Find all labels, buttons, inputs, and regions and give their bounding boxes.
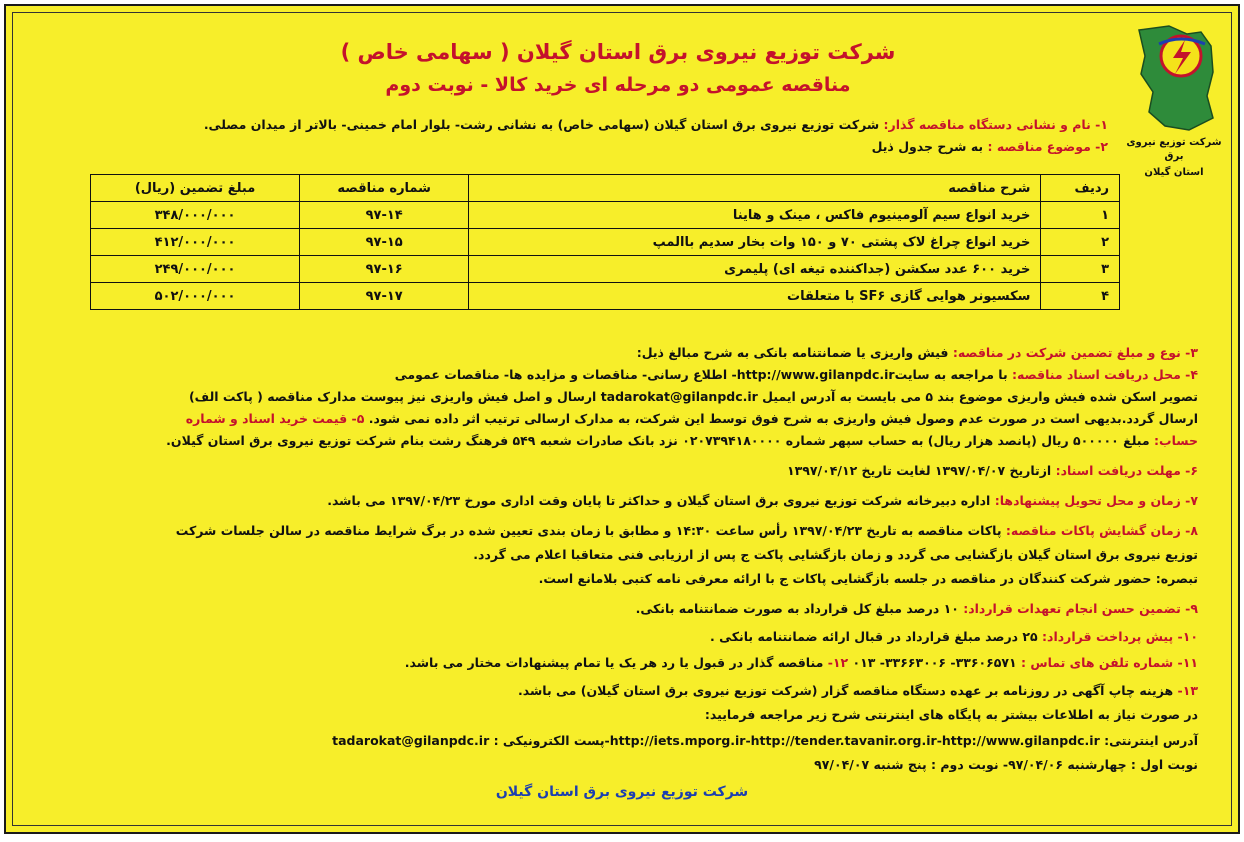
section-4-line3 [186, 410, 1198, 428]
section-3 [637, 344, 1198, 362]
section-9-label: ۹- تضمین حسن انجام تعهدات قرارداد: [963, 601, 1198, 616]
page-subtitle: مناقصه عمومی دو مرحله ای خرید کالا - نوبت دوم [385, 74, 851, 96]
section-7-label: ۷- زمان و محل تحویل پیشنهادها: [994, 493, 1198, 508]
row-tender-number: ۹۷-۱۴ [300, 202, 469, 229]
section-13 [518, 682, 1198, 700]
section-8-note: تبصره: حضور شرکت کنندگان در مناقصه در جلسه بازگشایی پاکات ج با ارائه معرفی نامه کتبی بلامانع است. [538, 571, 1198, 586]
section-4-label: ۴- محل دریافت اسناد مناقصه: [1012, 367, 1198, 382]
row-description: خرید ۶۰۰ عدد سکشن (جداکننده تیغه ای) پلیمری [469, 256, 1041, 283]
section-5-account [166, 432, 1198, 450]
table-row [91, 202, 1120, 229]
section-7 [327, 492, 1198, 510]
row-no: ۲ [1041, 229, 1120, 256]
row-tender-number: ۹۷-۱۵ [300, 229, 469, 256]
logo-text-line1: شرکت توزیع نیروی برق [1126, 137, 1222, 162]
section-6 [787, 462, 1198, 480]
section-13-text: هزینه چاپ آگهی در روزنامه بر عهده دستگاه مناقصه گزار (شرکت توزیع نیروی برق استان گیلان) می باشد. [518, 683, 1174, 698]
section-8 [176, 522, 1198, 540]
row-guarantee: ۲۴۹/۰۰۰/۰۰۰ [91, 256, 300, 283]
company-logo [1126, 22, 1222, 178]
header-row-no: ردیف [1041, 175, 1120, 202]
table-row [91, 283, 1120, 310]
section-2-text: به شرح جدول ذیل [871, 139, 984, 154]
row-guarantee: ۴۱۲/۰۰۰/۰۰۰ [91, 229, 300, 256]
section-8-line2: توزیع نیروی برق استان گیلان بازگشایی می گردد و زمان بازگشایی پاکت ج پس از ارزیابی فنی متعاقبا اعلام می گردد. [473, 547, 1198, 562]
section-9 [636, 600, 1198, 618]
section-12-text: مناقصه گذار در قبول یا رد هر یک یا تمام پیشنهادات مختار می باشد. [404, 655, 824, 670]
row-description: خرید انواع سیم آلومینیوم فاکس ، مینک و هاینا [469, 202, 1041, 229]
section-5-account-text: مبلغ ۵۰۰۰۰۰ ریال (پانصد هزار ریال) به حساب سپهر شماره ۰۲۰۷۳۹۴۱۸۰۰۰۰ نزد بانک صادرات شعبه ۵۴۹ فرهنگ رشت بنام شرکت توزیع نیروی برق استان گیلان. [166, 433, 1150, 448]
row-no: ۴ [1041, 283, 1120, 310]
publication-dates: نوبت اول : چهارشنبه ۹۷/۰۴/۰۶- نوبت دوم : پنج شنبه ۹۷/۰۴/۰۷ [814, 757, 1198, 772]
tender-table [90, 174, 1120, 310]
page-title: شرکت توزیع نیروی برق استان گیلان ( سهامی خاص ) [340, 40, 896, 64]
table-row [91, 256, 1120, 283]
section-1 [204, 116, 1108, 134]
section-3-text: فیش واریزی یا ضمانتنامه بانکی به شرح مبالغ ذیل: [636, 345, 949, 360]
section-6-label: ۶- مهلت دریافت اسناد: [1055, 463, 1198, 478]
footer-organization: شرکت توزیع نیروی برق استان گیلان [495, 784, 749, 800]
section-4-line3-text: ارسال گردد.بدیهی است در صورت عدم وصول فیش واریزی به شرح فوق توسط این شرکت، به مدارک ارسالی ترتیب اثر داده نمی شود. [368, 411, 1198, 426]
row-description: سکسیونر هوایی گازی SF۶ با متعلقات [469, 283, 1041, 310]
row-no: ۱ [1041, 202, 1120, 229]
section-2 [872, 138, 1108, 156]
row-no: ۳ [1041, 256, 1120, 283]
table-row [91, 229, 1120, 256]
section-5-account-label: حساب: [1154, 433, 1198, 448]
section-8-text: پاکات مناقصه به تاریخ ۱۳۹۷/۰۴/۲۳ رأس ساعت ۱۴:۳۰ و مطابق با زمان بندی تعیین شده در برگ شرایط مناقصه در سالن جلسات شرکت [175, 523, 1002, 538]
row-description: خرید انواع چراغ لاک پشتی ۷۰ و ۱۵۰ وات بخار سدیم باالمپ [469, 229, 1041, 256]
logo-text-line2: استان گیلان [1144, 167, 1204, 178]
row-guarantee: ۵۰۲/۰۰۰/۰۰۰ [91, 283, 300, 310]
section-4-line2: تصویر اسکن شده فیش واریزی موضوع بند ۵ می بایست به آدرس ایمیل tadarokat@gilanpdc.ir ارسال و اصل فیش واریزی نیز پیوست مدارک مناقصه ( پاکت الف) [188, 389, 1198, 404]
tender-notice [4, 4, 1240, 834]
section-3-label: ۳- نوع و مبلغ تضمین شرکت در مناقصه: [952, 345, 1198, 360]
section-8-label: ۸- زمان گشایش پاکات مناقصه: [1005, 523, 1198, 538]
section-10 [710, 628, 1198, 646]
row-tender-number: ۹۷-۱۷ [300, 283, 469, 310]
section-12-label: ۱۲- [827, 655, 849, 670]
header-guarantee: مبلغ تضمین (ریال) [91, 175, 300, 202]
more-info-line1: در صورت نیاز به اطلاعات بیشتر به پایگاه های اینترنتی شرح زیر مراجعه فرمایید: [704, 707, 1198, 722]
section-13-label: ۱۳- [1177, 683, 1198, 698]
iran-map-icon [1129, 22, 1219, 134]
table-header-row [91, 175, 1120, 202]
section-11-label: ۱۱- شماره تلفن های تماس : [1020, 655, 1198, 670]
section-2-label: ۲- موضوع مناقصه : [987, 139, 1108, 154]
section-7-text: اداره دبیرخانه شرکت توزیع نیروی برق استان گیلان و حداکثر تا پایان وقت اداری مورخ ۱۳۹۷/۰۴/۲۳ می باشد. [327, 493, 991, 508]
section-1-text: شرکت توزیع نیروی برق استان گیلان (سهامی خاص) به نشانی رشت- بلوار امام خمینی- بالاتر از میدان مصلی. [203, 117, 880, 132]
header-description: شرح مناقصه [469, 175, 1041, 202]
section-9-text: ۱۰ درصد مبلغ کل قرارداد به صورت ضمانتنامه بانکی. [635, 601, 959, 616]
section-5-label: ۵- قیمت خرید اسناد و شماره [185, 411, 365, 426]
row-tender-number: ۹۷-۱۶ [300, 256, 469, 283]
section-6-text: ازتاریخ ۱۳۹۷/۰۴/۰۷ لغایت تاریخ ۱۳۹۷/۰۴/۱۲ [787, 463, 1052, 478]
section-10-text: ۲۵ درصد مبلغ قرارداد در قبال ارائه ضمانتنامه بانکی . [710, 629, 1038, 644]
section-11 [405, 654, 1198, 672]
section-4-text: با مراجعه به سایتhttp://www.gilanpdc.ir- اطلاع رسانی- مناقصات و مزایده ها- مناقصات عمومی [394, 367, 1008, 382]
section-10-label: ۱۰- پیش پرداخت قرارداد: [1042, 629, 1198, 644]
row-guarantee: ۳۴۸/۰۰۰/۰۰۰ [91, 202, 300, 229]
header-tender-number: شماره مناقصه [300, 175, 469, 202]
section-1-label: ۱- نام و نشانی دستگاه مناقصه گذار: [883, 117, 1108, 132]
more-info-links: آدرس اینترنتی: http://iets.mporg.ir-http://tender.tavanir.org.ir-http://www.gilanpdc.ir-پست الکترونیکی : tadarokat@gilanpdc.ir [332, 733, 1198, 748]
section-4 [395, 366, 1198, 384]
section-11-text: ۳۳۶۰۶۵۷۱- ۳۳۶۶۳۰۰۶- ۰۱۳ [852, 655, 1017, 670]
